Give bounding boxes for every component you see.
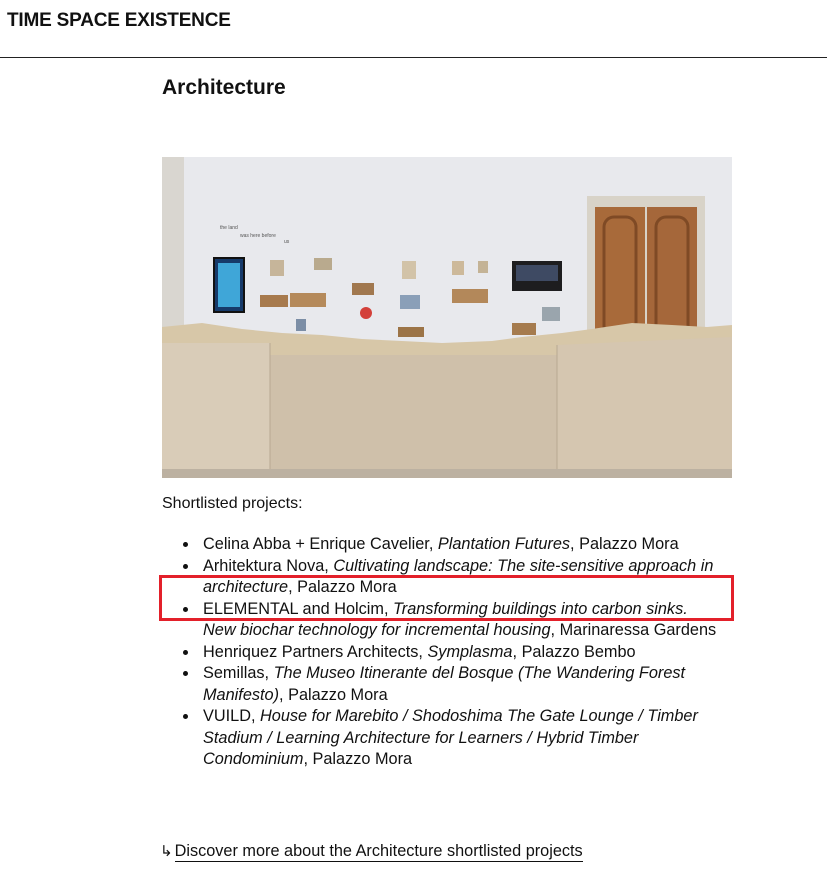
project-title: Plantation Futures [437,535,571,553]
project-author: VUILD [203,707,251,725]
house-model [260,295,288,307]
wall-text-1: the land [220,225,238,231]
project-author: Henriquez Partners Architects [203,642,419,661]
video-screen-right-content [516,265,558,281]
bullet [183,607,188,612]
wall-picture [402,261,416,279]
project-title: Symplasma [427,642,513,661]
project-venue: Marinaressa Gardens [559,621,717,639]
project-item: ELEMENTAL and Holcim, Transforming buildings into carbon sinks. New biochar technology for incremental housing, Marinaressa Gardens [162,599,722,642]
house-model [352,283,374,295]
project-venue: Palazzo Mora [297,578,397,596]
discover-more-link[interactable]: Discover more about the Architecture shortlisted projects [174,842,583,860]
project-title: House for Marebito / Shodoshima The Gate Lounge / Timber Stadium / Learning Architecture for Learners / Hybrid Timber Condominium [203,707,698,768]
project-title: Transforming buildings into carbon sinks. New biochar technology for incremental housing [203,599,688,639]
wall-red-disc [360,307,372,319]
project-item: Semillas, The Museo Itinerante del Bosque (The Wandering Forest Manifesto), Palazzo Mora [162,663,722,706]
wall-picture [478,261,488,273]
project-title: Cultivating landscape: The site-sensitive approach in architecture [203,556,714,596]
site-title-link[interactable]: TIME SPACE EXISTENCE [7,10,231,31]
arrow-return-icon: ↳ [160,843,173,860]
section-title: Architecture [162,76,286,99]
site-header [0,0,827,58]
wall-picture [296,319,306,331]
shortlist-intro: Shortlisted projects: [162,495,303,512]
project-item: Henriquez Partners Architects, Symplasma, Palazzo Bembo [162,642,722,664]
bullet [183,542,188,547]
project-venue: Palazzo Mora [312,750,413,768]
project-author: ELEMENTAL and Holcim [203,599,384,618]
bullet [183,564,188,569]
discover-more [160,842,583,861]
project-item: Celina Abba + Enrique Cavelier, Plantation Futures, Palazzo Mora [162,534,722,556]
project-author: Celina Abba + Enrique Cavelier [203,535,429,553]
project-item: Arhitektura Nova, Cultivating landscape: The site-sensitive approach in architecture, Palazzo Mora [162,556,722,599]
wall-picture [452,261,464,275]
house-model [452,289,488,303]
pedestal-center [270,355,557,478]
project-author: Semillas [203,664,265,682]
exhibition-photo-illustration [162,157,732,478]
bullet [183,650,188,655]
wall-text-3: us [284,239,290,245]
wall-text-2: was here before [240,233,276,239]
wall-picture [400,295,420,309]
wall-picture [542,307,560,321]
floor [162,469,732,478]
video-screen-left-content [218,263,240,307]
project-venue: Palazzo Bembo [521,642,636,661]
project-item: VUILD, House for Marebito / Shodoshima The Gate Lounge / Timber Stadium / Learning Architecture for Learners / Hybrid Timber Condominium, Palazzo Mora [162,706,722,771]
project-list [162,534,722,771]
pedestal-left [162,343,270,478]
house-model [290,293,326,307]
house-model [398,327,424,337]
project-venue: Palazzo Mora [579,535,679,553]
project-author: Arhitektura Nova [203,556,325,575]
wall-picture [270,260,284,276]
project-title: The Museo Itinerante del Bosque (The Wandering Forest Manifesto) [203,664,686,704]
wall-picture [314,258,332,270]
house-model [512,323,536,335]
bullet [183,671,188,676]
exhibition-photo [162,157,732,478]
project-venue: Palazzo Mora [288,685,388,704]
bullet [183,714,188,719]
pedestal-right [557,337,732,478]
